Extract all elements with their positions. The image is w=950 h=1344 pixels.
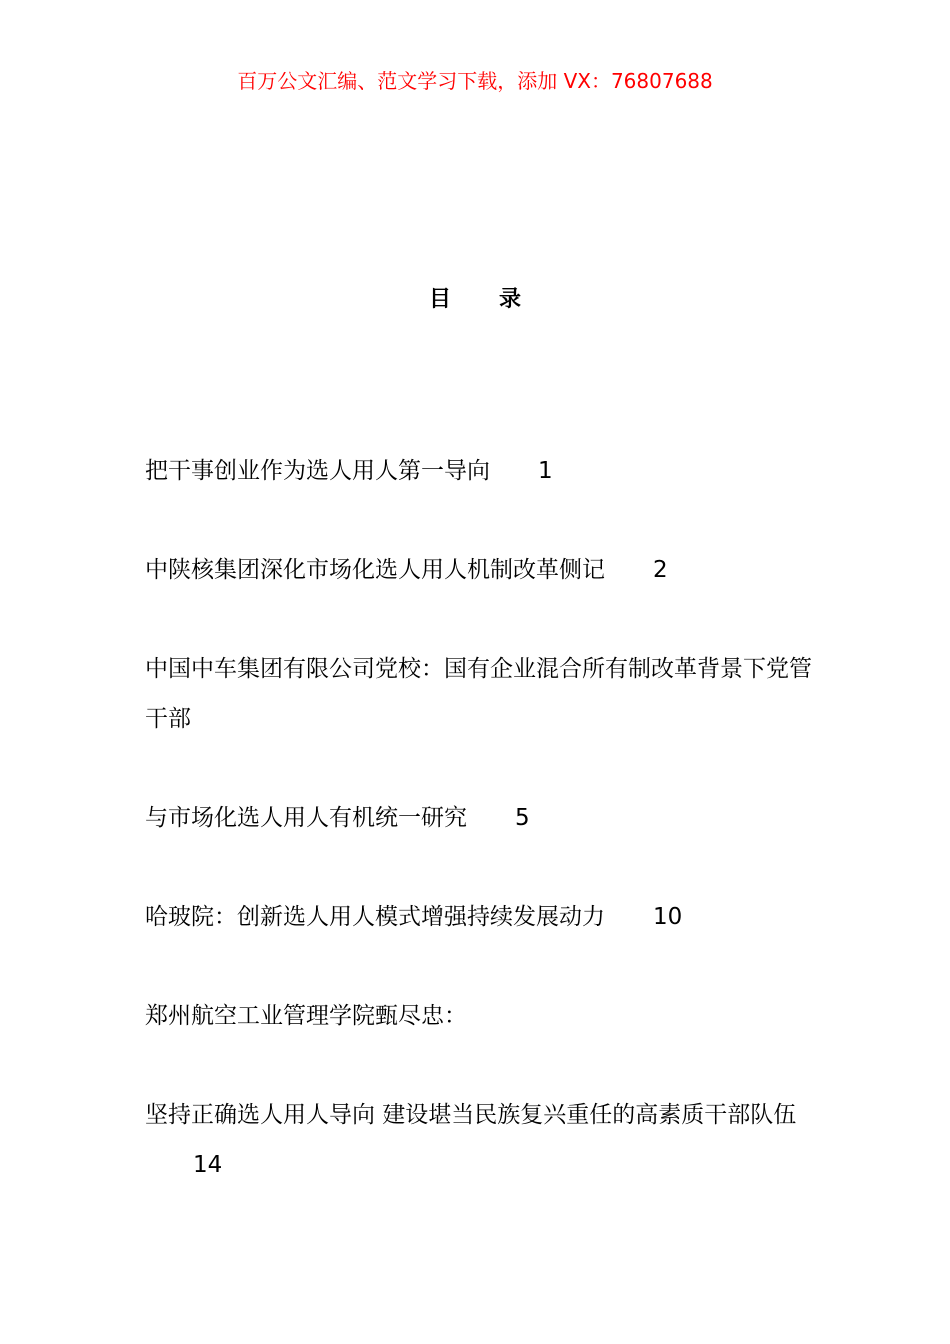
- toc-entry-text: 坚持正确选人用人导向 建设堪当民族复兴重任的高素质干部队伍: [145, 1102, 797, 1128]
- toc-title-part-1: 目: [428, 287, 451, 312]
- toc-entry-1[interactable]: [145, 446, 815, 496]
- toc-title-part-2: 录: [499, 287, 522, 312]
- toc-entry-6[interactable]: [145, 991, 815, 1041]
- table-of-contents: [145, 446, 815, 1239]
- toc-entry-4[interactable]: [145, 793, 815, 843]
- toc-entry-text: 中陕核集团深化市场化选人用人机制改革侧记: [145, 557, 605, 583]
- toc-title: [0, 284, 950, 316]
- toc-entry-page: 14: [193, 1152, 223, 1178]
- toc-entry-page: 1: [538, 458, 553, 484]
- toc-entry-page: 5: [515, 805, 530, 831]
- toc-entry-2[interactable]: [145, 545, 815, 595]
- toc-entry-3[interactable]: [145, 644, 815, 744]
- toc-entry-text: 郑州航空工业管理学院甄尽忠：: [145, 1003, 467, 1029]
- toc-entry-text: 把干事创业作为选人用人第一导向: [145, 458, 490, 484]
- toc-entry-7[interactable]: [145, 1090, 815, 1190]
- toc-entry-page: 10: [653, 904, 683, 930]
- page-header-watermark: 百万公文汇编、范文学习下载，添加 VX：76807688: [237, 69, 713, 93]
- toc-entry-5[interactable]: [145, 892, 815, 942]
- toc-entry-text: 哈玻院：创新选人用人模式增强持续发展动力: [145, 904, 605, 930]
- toc-entry-text: 与市场化选人用人有机统一研究: [145, 805, 467, 831]
- toc-entry-text: 中国中车集团有限公司党校：国有企业混合所有制改革背景下党管干部: [145, 656, 812, 732]
- toc-entry-page: 2: [653, 557, 668, 583]
